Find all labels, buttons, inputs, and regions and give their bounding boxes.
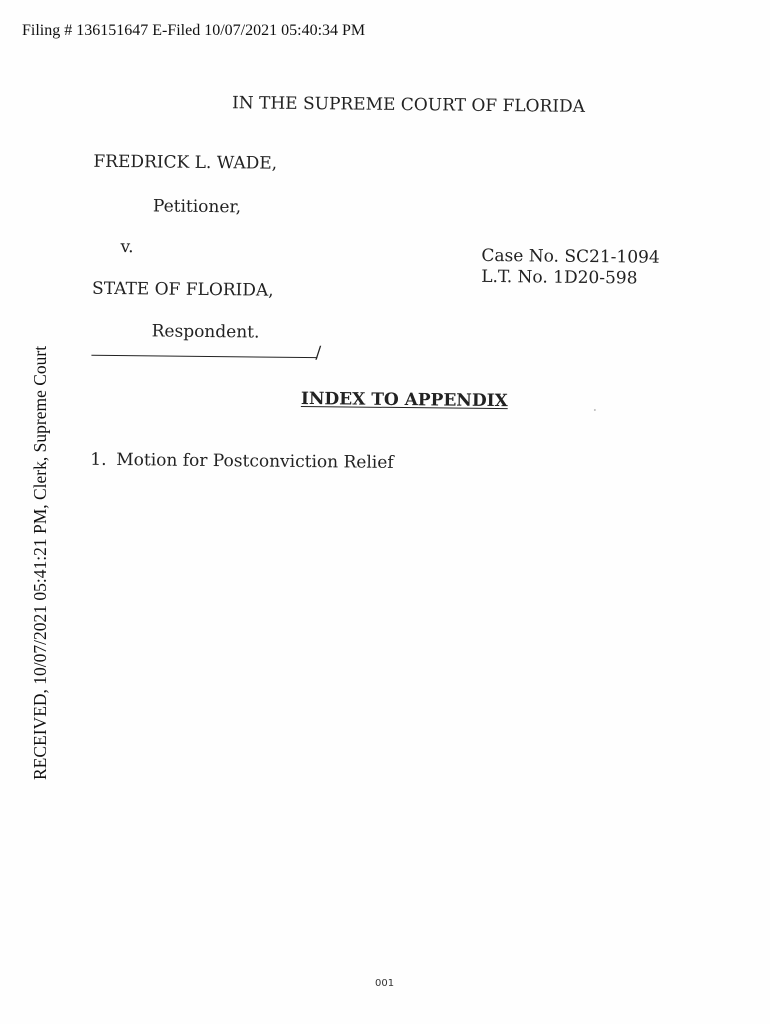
versus-label: v.	[120, 237, 134, 258]
index-item-label: Motion for Postconviction Relief	[116, 450, 394, 473]
index-item-number: 1.	[90, 449, 107, 470]
respondent-role: Respondent.	[151, 321, 260, 343]
case-number: Case No. SC21-1094	[481, 245, 660, 268]
index-list	[90, 450, 394, 473]
petitioner-role: Petitioner,	[152, 196, 242, 218]
received-stamp: RECEIVED, 10/07/2021 05:41:21 PM, Clerk, Supreme Court	[30, 345, 50, 780]
caption-slash: /	[315, 343, 322, 364]
page-number: 001	[375, 978, 395, 989]
index-heading: INDEX TO APPENDIX	[300, 388, 508, 412]
respondent-name: STATE OF FLORIDA,	[91, 278, 274, 301]
filing-stamp: Filing # 136151647 E-Filed 10/07/2021 05:40:34 PM	[22, 22, 366, 39]
index-item	[90, 450, 394, 473]
caption-divider	[91, 355, 317, 358]
scan-speck	[594, 409, 596, 411]
petitioner-name: FREDRICK L. WADE,	[93, 151, 278, 174]
lower-tribunal-number: L.T. No. 1D20-598	[481, 266, 638, 289]
court-title: IN THE SUPREME COURT OF FLORIDA	[231, 93, 586, 117]
